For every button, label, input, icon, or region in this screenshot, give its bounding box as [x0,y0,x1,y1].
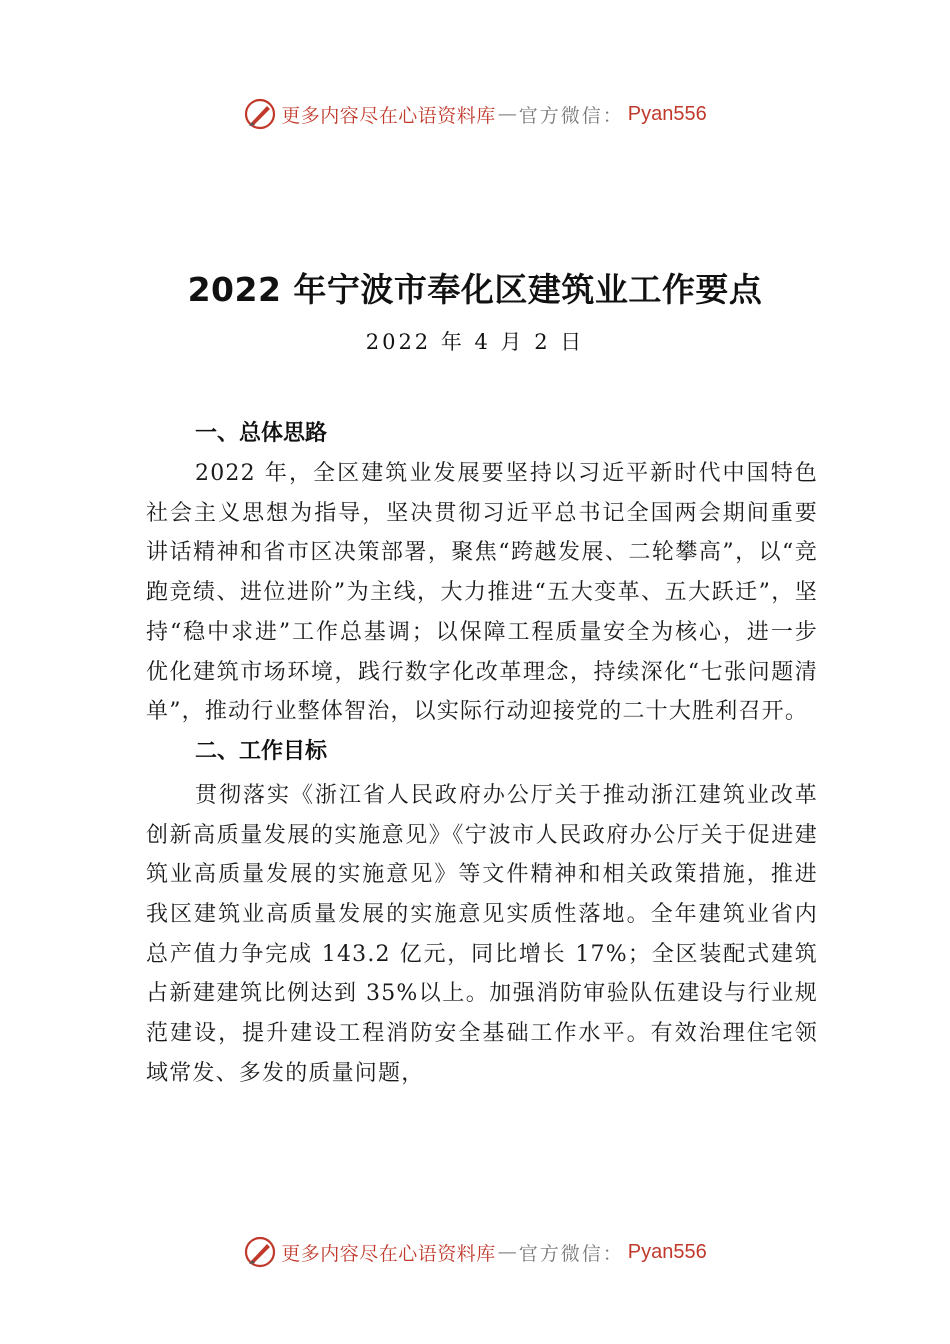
watermark-banner-top [0,94,950,134]
banner-separator: — [497,103,517,125]
brush-logo-icon [243,1235,277,1269]
section-paragraph: 贯彻落实《浙江省人民政府办公厅关于推动浙江建筑业改革创新高质量发展的实施意见》《宁波市人民政府办公厅关于促进建筑业高质量发展的实施意见》等文件精神和相关政策措施，推进我区建筑业高质量发展的实施意见实质性落地。全年建筑业省内总产值力争完成 143.2 亿元，同比增长 17%；全区装配式建筑占新建建筑比例达到 35%以上。加强消防审验队伍建设与行业规范建设，提升建设工程消防安全基础工作水平。有效治理住宅领域常发、多发的质量问题， [146,782,818,1086]
brush-logo-icon [243,97,277,131]
section-paragraph: 2022 年，全区建筑业发展要坚持以习近平新时代中国特色社会主义思想为指导，坚决贯彻习近平总书记全国两会期间重要讲话精神和省市区决策部署，聚焦“跨越发展、二轮攀高”，以“竞跑竞绩、进位进阶”为主线，大力推进“五大变革、五大跃迁”，坚持“稳中求进”工作总基调；以保障工程质量安全为核心，进一步优化建筑市场环境，践行数字化改革理念，持续深化“七张问题清单”，推动行业整体智治，以实际行动迎接党的二十大胜利召开。 [146,461,818,725]
banner-wechat-id: Pyan556 [627,102,707,125]
watermark-banner-bottom [0,1232,950,1272]
section-heading: 一、总体思路 [195,421,328,446]
document-body [146,414,818,1094]
banner-wechat-label: 官方微信： [518,1242,624,1265]
banner-separator: — [497,1241,517,1263]
document-title: 2022 年宁波市奉化区建筑业工作要点 [187,270,763,309]
banner-wechat-label: 官方微信： [518,104,624,127]
document-date: 2022 年 4 月 2 日 [365,330,585,354]
banner-wechat-id: Pyan556 [627,1240,707,1263]
banner-main-text: 更多内容尽在心语资料库 [281,1242,496,1265]
banner-main-text: 更多内容尽在心语资料库 [281,104,496,127]
section-heading: 二、工作目标 [195,738,328,764]
